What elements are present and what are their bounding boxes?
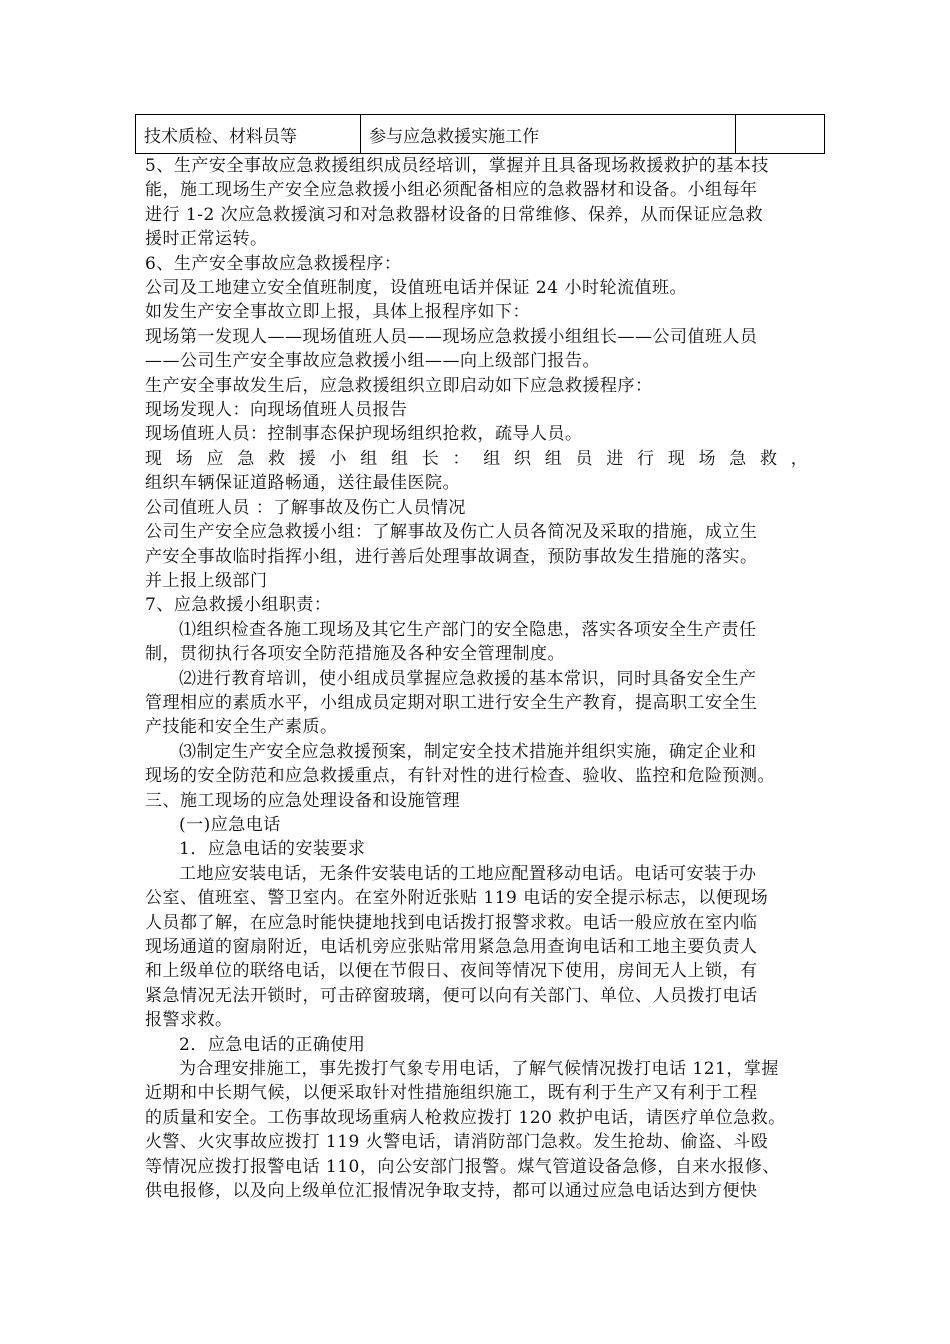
text-line: 进行 1-2 次应急救援演习和对急救器材设备的日常维修、保养，从而保证应急救: [145, 204, 764, 225]
text-line: 产技能和安全生产素质。: [145, 717, 338, 738]
text-line: ⑵进行教育培训，使小组成员掌握应急救援的基本常识，同时具备安全生产: [179, 668, 757, 689]
text-line: 和上级单位的联络电话，以便在节假日、夜间等情况下使用，房间无人上锁，有: [145, 961, 758, 982]
text-line: 人员都了解，在应急时能快捷地找到电话拨打报警求救。电话一般应放在室内临: [145, 912, 758, 933]
text-line: 组织车辆保证道路畅通，送往最佳医院。: [145, 473, 460, 494]
text-line: 并上报上级部门: [145, 570, 268, 591]
text-line: 如发生产安全事故立即上报，具体上报程序如下：: [145, 302, 530, 323]
subsection-heading: 2．应急电话的正确使用: [179, 1034, 366, 1055]
text-line: ——公司生产安全事故应急救援小组——向上级部门报告。: [145, 351, 600, 372]
text-line: 现场的安全防范和应急救援重点，有针对性的进行检查、验收、监控和危险预测。: [145, 766, 775, 787]
text-line: ⑶制定生产安全应急救援预案，制定安全技术措施并组织实施，确定企业和: [179, 741, 757, 762]
section-heading: 三、施工现场的应急处理设备和设施管理: [145, 790, 460, 811]
responsibility-table: [135, 114, 825, 154]
text-line: 报警求救。: [145, 1010, 233, 1031]
text-line: 现场发现人：向现场值班人员报告: [145, 400, 408, 421]
body-text: [145, 154, 820, 1203]
document-page: [145, 114, 820, 1203]
text-line: 现场第一发现人——现场值班人员——现场应急救援小组组长——公司值班人员: [145, 326, 758, 347]
text-line: 管理相应的素质水平，小组成员定期对职工进行安全生产教育，提高职工安全生: [145, 692, 758, 713]
text-line: 产安全事故临时指挥小组，进行善后处理事故调查，预防事故发生措施的落实。: [145, 546, 758, 567]
text-line: 为合理安排施工，事先拨打气象专用电话，了解气候情况拨打电话 121，掌握: [179, 1059, 779, 1080]
subsection-heading: 1．应急电话的安装要求: [179, 839, 366, 860]
text-line: 现场应急救援小组组长：组织组员进行现场急救，: [145, 448, 822, 469]
text-line: ⑴组织检查各施工现场及其它生产部门的安全隐患，落实各项安全生产责任: [179, 619, 757, 640]
text-line: 工地应安装电话，无条件安装电话的工地应配置移动电话。电话可安装于办: [179, 863, 757, 884]
text-line: 制，贯彻执行各项安全防范措施及各种安全管理制度。: [145, 644, 565, 665]
text-line: 紧急情况无法开锁时，可击碎窗玻璃，便可以向有关部门、单位、人员拨打电话: [145, 985, 758, 1006]
text-line: 公司及工地建立安全值班制度，设值班电话并保证 24 小时轮流值班。: [145, 278, 687, 299]
text-line: 5、生产安全事故应急救援组织成员经培训，掌握并且具备现场救援救护的基本技: [145, 156, 769, 176]
text-line: 能，施工现场生产安全应急救援小组必须配备相应的急救器材和设备。小组每年: [145, 180, 758, 201]
table-cell-duty: 参与应急救援实施工作: [361, 115, 736, 154]
text-line: 援时正常运转。: [145, 229, 268, 250]
text-line: 公司生产安全应急救援小组：了解事故及伤亡人员各简况及采取的措施，成立生: [145, 522, 758, 543]
subsection-heading: (一)应急电话: [179, 814, 281, 835]
text-line: 供电报修，以及向上级单位汇报情况争取支持，都可以通过应急电话达到方便快: [145, 1181, 758, 1202]
text-line: 公司值班人员 ：了解事故及伤亡人员情况: [145, 497, 466, 518]
text-line: 现场通道的窗扇附近，电话机旁应张贴常用紧急急用查询电话和工地主要负责人: [145, 937, 758, 957]
table-cell-role: 技术质检、材料员等: [136, 115, 361, 154]
text-line: 公室、值班室、警卫室内。在室外附近张贴 119 电话的安全提示标志，以便现场: [145, 888, 769, 909]
text-line: 生产安全事故发生后，应急救援组织立即启动如下应急救援程序：: [145, 375, 653, 396]
text-line: 现场值班人员：控制事态保护现场组织抢救，疏导人员。: [145, 424, 583, 445]
text-line: 等情况应拨打报警电话 110，向公安部门报警。煤气管道设备急修，自来水报修、: [145, 1156, 780, 1177]
section-heading: 7、应急救援小组职责：: [145, 595, 332, 616]
section-heading: 6、生产安全事故应急救援程序：: [145, 253, 402, 274]
table-cell-empty: [736, 115, 825, 154]
text-line: 火警、火灾事故应拨打 119 火警电话，请消防部门急救。发生抢劫、偷盗、斗殴: [145, 1132, 769, 1153]
text-line: 的质量和安全。工伤事故现场重病人枪救应拨打 120 救护电话，请医疗单位急救。: [145, 1107, 786, 1128]
text-line: 近期和中长期气候，以便采取针对性措施组织施工，既有利于生产又有利于工程: [145, 1083, 758, 1104]
table-row: [136, 115, 825, 154]
